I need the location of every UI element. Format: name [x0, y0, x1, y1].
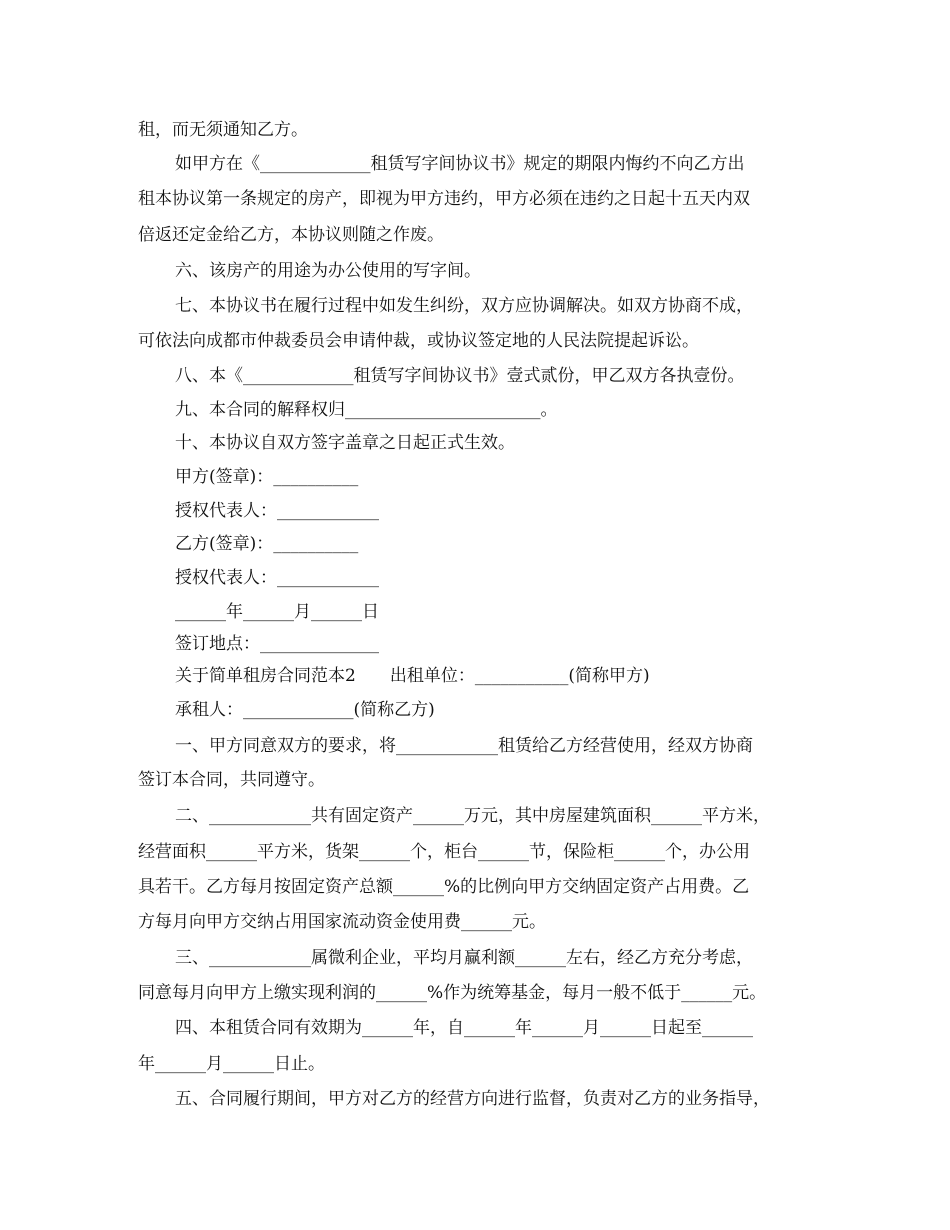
signature-rep-b: 授权代表人：____________: [175, 568, 379, 588]
text-line-7: 可依法向成都市仲裁委员会申请仲裁，或协议签定地的人民法院提起诉讼。: [138, 331, 699, 351]
text-line-24: 方每月向甲方交纳占用国家流动资金使用费______元。: [138, 912, 546, 932]
text-line-3: 租本协议第一条规定的房产，即视为甲方违约，甲方必须在违约之日起十五天内双: [138, 189, 750, 209]
text-line-2: 如甲方在《_____________租赁写字间协议书》规定的期限内悔约不向乙方出: [175, 154, 745, 174]
signature-party-a: 甲方(签章)：__________: [175, 467, 359, 487]
contract-2-heading: 关于简单租房合同范本2 出租单位：___________(简称甲方): [175, 666, 650, 686]
signing-date: ______年______月______日: [175, 602, 379, 622]
signing-place: 签订地点：______________: [175, 634, 379, 654]
text-line-23: 具若干。乙方每月按固定资产总额______%的比例向甲方交纳固定资产占用费。乙: [138, 877, 750, 897]
text-line-6: 七、本协议书在履行过程中如发生纠纷，双方应协调解决。如双方协商不成，: [175, 296, 753, 316]
text-line-25: 三、____________属微利企业，平均月赢利额______左右，经乙方充分考虑，: [175, 948, 753, 968]
text-line-22: 经营面积______平方米，货架______个，柜台______节，保险柜______个，办公用: [138, 842, 750, 862]
text-line-19: 一、甲方同意双方的要求，将____________租赁给乙方经营使用，经双方协商: [175, 736, 753, 756]
text-line-28: 年______月______日止。: [138, 1054, 325, 1074]
text-line-27: 四、本租赁合同有效期为______年，自______年______月______日起至______: [175, 1018, 753, 1038]
signature-party-b: 乙方(签章)：__________: [175, 534, 359, 554]
signature-rep-a: 授权代表人：____________: [175, 501, 379, 521]
text-line-26: 同意每月向甲方上缴实现利润的______%作为统筹基金，每月一般不低于______元。: [138, 983, 767, 1003]
text-line-4: 倍返还定金给乙方，本协议则随之作废。: [138, 225, 444, 245]
text-line-29: 五、合同履行期间，甲方对乙方的经营方向进行监督，负责对乙方的业务指导，: [175, 1089, 770, 1109]
text-line-21: 二、____________共有固定资产______万元，其中房屋建筑面积______平方米，: [175, 806, 770, 826]
text-line-9: 九、本合同的解释权归_______________________。: [175, 400, 558, 420]
text-line-10: 十、本协议自双方签字盖章之日起正式生效。: [175, 433, 515, 453]
text-line-1: 租，而无须通知乙方。: [138, 120, 308, 140]
text-line-18: 承租人：_____________(简称乙方): [175, 700, 435, 720]
text-line-20: 签订本合同，共同遵守。: [138, 770, 325, 790]
text-line-5: 六、该房产的用途为办公使用的写字间。: [175, 261, 481, 281]
text-line-8: 八、本《_____________租赁写字间协议书》壹式贰份，甲乙双方各执壹份。: [175, 366, 745, 386]
